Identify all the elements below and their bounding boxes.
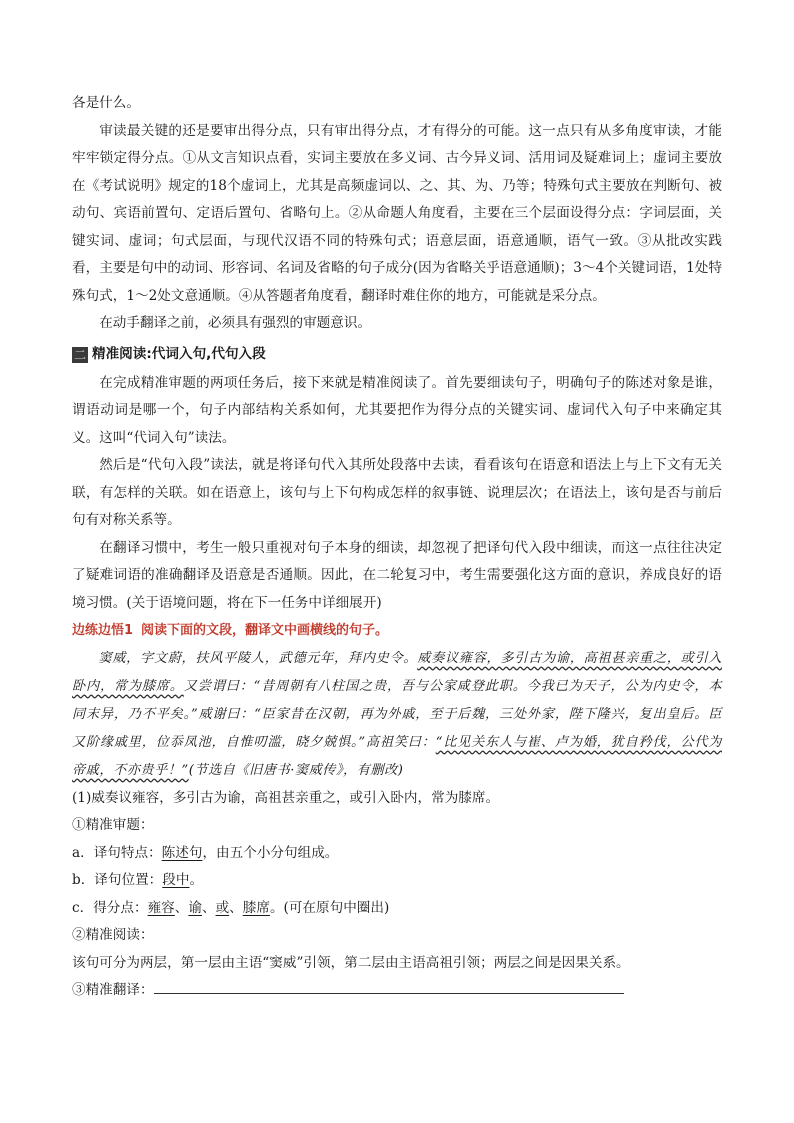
item-c-key-1: 雍容 [147, 899, 175, 916]
document-page [72, 90, 722, 1005]
paragraph-5: 在翻译习惯中，考生一般只重视对句子本身的细读，却忽视了把译句代入段中细读，而这一点往往决定了疑难词语的准确翻译及语意是否通顺。因此，在二轮复习中，考生需要强化这方面的意识，养成良好的语境习惯。(关于语境问题，将在下一任务中详细展开) [72, 539, 722, 611]
item-c-sep-2: 、 [201, 899, 216, 916]
item-b-rest: 。 [189, 872, 204, 888]
item-c-key-2: 谕 [188, 899, 202, 916]
step-2-label: ②精准阅读： [72, 927, 154, 943]
passage-source: (节选自《旧唐书·窦威传》，有删改) [188, 762, 404, 778]
item-c-sep-1: 、 [174, 899, 189, 916]
item-a-rest: ，由五个小分句组成。 [202, 844, 339, 861]
passage-text-1: 窦威，字文蔚，扶风平陵人，武德元年，拜内史令。 [98, 650, 418, 666]
section-heading [72, 340, 722, 370]
exercise-heading [72, 617, 722, 645]
step-3-row [72, 977, 722, 1005]
paragraph-1: 审读最关键的还是要审出得分点，只有审出得分点，才有得分的可能。这一点只有从多角度审读，才能牢牢锁定得分点。①从文言知识点看，实词主要放在多义词、古今异义词、活用词及疑难词上；虚词主要放在《考试说明》规定的18个虚词上，尤其是高频虚词以、之、其、为、乃等；特殊句式主要放在判断句、被动句、宾语前置句、定语后置句、省略句上。②从命题人角度看，主要在三个层面设得分点：字词层面，关键实词、虚词；句式层面，与现代汉语不同的特殊句式；语意层面，语意通顺，语气一致。③从批改实践看，主要是句中的动词、形容词、名词及省略的句子成分(因为省略关乎语意通顺)；3～4个关键词语，1处特殊句式，1～2处文意通顺。④从答题者角度看，翻译时难住你的地方，可能就是采分点。 [72, 122, 722, 304]
passage-text-2: 又尝谓曰：“昔周朝有八柱国之贵，吾与公家咸登此职。今我已为天子，公为内史令，本同末异，乃不平矣。”威谢曰：“臣家昔在汉朝，再为外戚，至于后魏，三处外家，陛下隆兴，复出皇后。臣又阶缘戚里，位忝凤池，自惟叨滥，晓夕兢惧。”高祖笑曰： [72, 678, 723, 750]
step-1-label: ①精准审题： [72, 817, 154, 833]
item-c-prefix: c．得分点： [72, 899, 148, 916]
item-c-sep-3: 、 [229, 899, 243, 916]
item-b [72, 867, 722, 895]
step-2-text: 该句可分为两层，第一层由主语“窦威”引领，第二层由主语高祖引领；两层之间是因果关系。 [72, 954, 630, 971]
item-a-key: 陈述句 [161, 844, 203, 861]
section-number-badge: 二 [73, 347, 86, 362]
classical-passage [72, 645, 722, 785]
step-3-label: ③精准翻译： [72, 982, 154, 998]
item-b-key: 段中 [162, 872, 190, 888]
passage-underlined-2: “比见关东人与崔、卢为婚，犹自矜伐，公代为帝戚，不亦贵乎！” [72, 734, 722, 778]
translation-blank-line[interactable] [154, 979, 624, 994]
item-a [72, 840, 722, 868]
exercise-instruction: 阅读下面的文段，翻译文中画横线的句子。 [141, 623, 389, 638]
section-title: 精准阅读:代词入句,代句入段 [92, 345, 266, 362]
item-c-rest: 。(可在原句中圈出) [269, 899, 390, 916]
item-a-prefix: a．译句特点： [72, 844, 162, 861]
paragraph-0: 各是什么。 [72, 95, 140, 111]
exercise-label: 边练边悟1 [72, 623, 134, 638]
item-c-key-3: 或 [215, 899, 230, 916]
item-b-prefix: b．译句位置： [72, 872, 163, 888]
question-1: (1)威奏议雍容，多引古为谕，高祖甚亲重之，或引入卧内，常为膝席。 [72, 789, 500, 806]
paragraph-4: 然后是“代句入段”读法，就是将译句代入其所处段落中去读，看看该句在语意和语法上与上下文有无关联，有怎样的关联。如在语意上，该句与上下句构成怎样的叙事链、说理层次；在语法上，该句是否与前后句有对称关系等。 [72, 457, 722, 528]
paragraph-3: 在完成精准审题的两项任务后，接下来就是精准阅读了。首先要细读句子，明确句子的陈述对象是谁，谓语动词是哪一个，句子内部结构关系如何，尤其要把作为得分点的关键实词、虚词代入句子中来确定其义。这叫“代词入句”读法。 [72, 374, 722, 446]
item-c [72, 895, 722, 923]
paragraph-2: 在动手翻译之前，必须具有强烈的审题意识。 [99, 315, 372, 331]
item-c-key-4: 膝席 [242, 899, 270, 916]
passage-underlined-1: 威奏议雍容，多引古为谕，高祖甚亲重之，或引入卧内，常为膝席。 [72, 650, 723, 694]
